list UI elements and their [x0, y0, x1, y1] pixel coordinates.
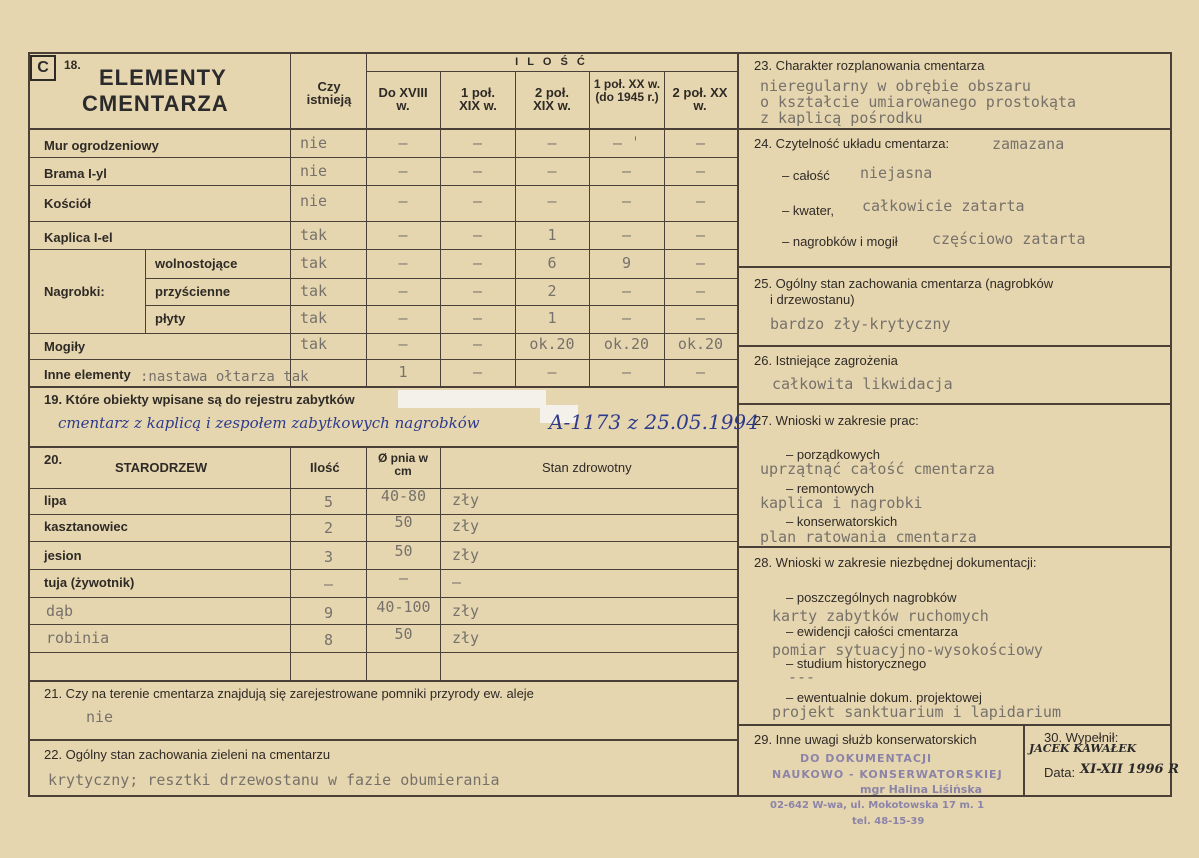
tree-name: tuja (żywotnik) — [44, 575, 135, 590]
tree-name: kasztanowiec — [44, 519, 128, 534]
tree-count: 9 — [323, 604, 334, 622]
section-21-label: 21. Czy na terenie cmentarza znajdują się zarejestrowane pomniki przyrody ew. aleje — [44, 686, 534, 701]
tree-diameter: 40-100 — [376, 598, 431, 616]
element-period-value: – — [621, 363, 632, 381]
element-row-sublabel: płyty — [155, 311, 186, 326]
tree-health: zły — [452, 602, 480, 620]
element-period-value: – — [621, 162, 632, 180]
col-header-5: 2 poł. XX w. — [672, 85, 728, 113]
section-21-value: nie — [86, 708, 114, 726]
element-row-label: Kościół — [44, 196, 91, 211]
element-exists-value: nie — [300, 192, 328, 210]
section-26-value: całkowita likwidacja — [772, 375, 953, 393]
section-19-register: A-1173 z 25.05.1994 — [549, 410, 759, 434]
element-exists-value: nie — [300, 134, 328, 152]
tree-count: 2 — [323, 519, 334, 537]
tree-health: – — [452, 573, 462, 591]
porz-value: uprzątnąć całość cmentarza — [760, 460, 995, 478]
kons-label: – konserwatorskich — [786, 514, 898, 529]
element-period-value: – — [695, 162, 706, 180]
doc-d-label: – ewentualnie dokum. projektowej — [786, 690, 982, 705]
element-period-value: ok.20 — [677, 335, 724, 353]
date-label: Data: — [1044, 765, 1076, 780]
tree-diameter: 50 — [394, 542, 413, 560]
tree-diameter: – — [398, 569, 409, 587]
element-period-value: – — [547, 162, 557, 180]
section-28-label: 28. Wnioski w zakresie niezbędnej dokumentacji: — [754, 555, 1037, 570]
element-period-value: – — [695, 134, 706, 152]
section-25-label-2: i drzewostanu) — [770, 292, 855, 307]
element-period-value: – — [547, 363, 557, 381]
element-period-value: – — [695, 282, 706, 300]
tree-count: – — [323, 575, 334, 593]
element-period-value: – — [472, 162, 483, 180]
element-exists-value: tak — [300, 335, 328, 353]
section-23-line-2: o kształcie umiarowanego prostokąta — [760, 93, 1077, 111]
tree-name: dąb — [46, 602, 74, 620]
element-period-value: – — [398, 192, 408, 210]
calosc-label: – całość — [782, 168, 830, 183]
element-period-value: – — [472, 335, 483, 353]
element-exists-value: tak — [300, 282, 328, 300]
element-period-value: – — [695, 192, 706, 210]
element-period-value: – — [621, 309, 632, 327]
doc-b-value: pomiar sytuacyjno-wysokościowy — [772, 641, 1043, 659]
tree-name: robinia — [46, 629, 110, 647]
section-c-box: C — [30, 55, 56, 81]
element-period-value: – — [547, 192, 557, 210]
stamp-line-2: NAUKOWO - KONSERWATORSKIEJ — [772, 768, 1003, 781]
element-row-label: Kaplica I-el — [44, 230, 113, 245]
element-row-label: Mur ogrodzeniowy — [44, 138, 159, 153]
tree-count: 3 — [323, 548, 334, 566]
element-row-label: Inne elementy — [44, 367, 131, 382]
stamp-line-3: mgr Halina Liśińska — [860, 783, 983, 796]
doc-b-label: – ewidencji całości cmentarza — [786, 624, 958, 639]
element-period-value: – — [398, 335, 408, 353]
section-24-label: 24. Czytelność układu cmentarza: — [754, 136, 950, 151]
element-period-value: 1 — [547, 226, 557, 244]
element-period-value: – — [695, 363, 706, 381]
element-period-value: – — [621, 192, 632, 210]
element-period-value: 6 — [547, 254, 557, 272]
nagrobkow-value: częściowo zatarta — [932, 230, 1086, 248]
element-period-value: – — [621, 226, 632, 244]
section-26-label: 26. Istniejące zagrożenia — [754, 353, 898, 368]
rem-value: kaplica i nagrobki — [760, 494, 923, 512]
element-exists-value: tak — [300, 309, 328, 327]
col-header-exists: Czy istnieją — [306, 79, 352, 107]
section-25-value: bardzo zły-krytyczny — [770, 315, 951, 333]
element-period-value: ok.20 — [603, 335, 650, 353]
element-row-label: Brama I-yl — [44, 166, 107, 181]
section-29-label: 29. Inne uwagi służb konserwatorskich — [754, 732, 977, 747]
col-header-3: 2 poł. XIX w. — [533, 85, 571, 113]
element-period-value: – — [695, 254, 706, 272]
tree-name: jesion — [44, 548, 82, 563]
calosc-value: niejasna — [860, 164, 933, 182]
col-header-2: 1 poł. XIX w. — [459, 85, 497, 113]
nagrobkow-label: – nagrobków i mogił — [782, 234, 898, 249]
section-20-title: STARODRZEW — [115, 460, 208, 475]
section-30-label: 30. Wypełnił: — [1044, 730, 1119, 745]
tree-diameter: 40-80 — [380, 487, 427, 505]
section-19-label: 19. Które obiekty wpisane są do rejestru zabytków — [44, 392, 355, 407]
element-period-value: – — [398, 134, 408, 152]
element-period-value: – — [398, 254, 408, 272]
element-period-value: – — [472, 192, 483, 210]
rem-label: – remontowych — [786, 481, 875, 496]
tree-health: zły — [452, 629, 480, 647]
section-22-value: krytyczny; resztki drzewostanu w fazie obumierania — [48, 771, 500, 789]
stamp-line-1: DO DOKUMENTACJI — [800, 752, 933, 765]
tree-health: zły — [452, 491, 480, 509]
element-period-value: – — [472, 309, 483, 327]
element-period-value: – — [472, 363, 483, 381]
element-period-value: – — [472, 254, 483, 272]
section-20-number: 20. — [44, 452, 63, 467]
date-value: XI-XII 1996 R — [1080, 762, 1179, 777]
element-period-value: – — [472, 134, 483, 152]
porz-label: – porządkowych — [786, 447, 880, 462]
element-period-value: – — [621, 282, 632, 300]
doc-a-value: karty zabytków ruchomych — [772, 607, 989, 625]
tree-name: lipa — [44, 493, 67, 508]
section-24-value: zamazana — [992, 135, 1065, 153]
element-period-value: – — [695, 226, 706, 244]
doc-a-label: – poszczególnych nagrobków — [786, 590, 957, 605]
nagrobki-label: Nagrobki: — [44, 284, 105, 299]
ilosc-header: I L O Ś Ć — [515, 56, 588, 68]
kons-value: plan ratowania cmentarza — [760, 528, 977, 546]
tree-diameter: 50 — [394, 625, 413, 643]
doc-d-value: projekt sanktuarium i lapidarium — [772, 703, 1061, 721]
doc-c-value: --- — [788, 668, 816, 686]
col-header-health: Stan zdrowotny — [542, 460, 632, 475]
element-period-value: 1 — [398, 363, 408, 381]
element-period-value: ok.20 — [529, 335, 575, 353]
section-19-handwritten: cmentarz z kaplicą i zespołem zabytkowych nagrobków — [58, 414, 480, 432]
element-period-value: – — [398, 226, 408, 244]
inne-typed-note: :nastawa ołtarza tak — [140, 369, 309, 385]
element-period-value: – ˈ — [612, 134, 641, 152]
tree-health: zły — [452, 517, 480, 535]
doc-c-label: – studium historycznego — [786, 656, 927, 671]
section-25-label-1: 25. Ogólny stan zachowania cmentarza (nagrobków — [754, 276, 1054, 291]
col-header-diameter: Ø pnia w cm — [377, 451, 428, 478]
element-period-value: 2 — [547, 282, 557, 300]
whiteout-patch — [398, 390, 546, 408]
col-header-count: Ilość — [310, 460, 340, 475]
element-exists-value: nie — [300, 162, 328, 180]
filled-by-name: JACEK KAWAŁEK — [1029, 742, 1137, 755]
col-header-4: 1 poł. XX w. (do 1945 r.) — [593, 77, 661, 104]
section-22-label: 22. Ogólny stan zachowania zieleni na cmentarzu — [44, 747, 331, 762]
section-27-label: 27. Wnioski w zakresie prac: — [754, 413, 919, 428]
element-period-value: – — [398, 309, 408, 327]
tree-diameter: 50 — [394, 513, 413, 531]
stamp-line-4: 02-642 W-wa, ul. Mokotowska 17 m. 1 — [770, 800, 985, 811]
element-row-label: Mogiły — [44, 339, 86, 354]
section-18-number: 18. — [64, 58, 81, 72]
col-header-1: Do XVIII w. — [378, 85, 428, 113]
element-row-sublabel: wolnostojące — [155, 256, 238, 271]
section-23-label: 23. Charakter rozplanowania cmentarza — [754, 58, 985, 73]
kwater-value: całkowicie zatarta — [862, 197, 1025, 215]
section-18-title-1: ELEMENTY — [99, 65, 227, 90]
element-period-value: 1 — [547, 309, 557, 327]
element-exists-value: tak — [300, 254, 328, 272]
element-row-sublabel: przyścienne — [155, 284, 231, 299]
tree-count: 8 — [323, 631, 334, 649]
kwater-label: – kwater, — [782, 203, 835, 218]
section-18-title-2: CMENTARZA — [82, 91, 229, 116]
element-period-value: – — [398, 162, 408, 180]
section-23-line-3: z kaplicą pośrodku — [760, 109, 923, 127]
section-23-line-1: nieregularny w obrębie obszaru — [760, 77, 1031, 95]
tree-count: 5 — [323, 493, 334, 511]
element-exists-value: tak — [300, 226, 328, 244]
element-period-value: – — [398, 282, 408, 300]
element-period-value: 9 — [621, 254, 632, 272]
stamp-line-5: tel. 48-15-39 — [852, 816, 925, 827]
tree-health: zły — [452, 546, 480, 564]
element-period-value: – — [695, 309, 706, 327]
element-period-value: – — [547, 134, 557, 152]
element-period-value: – — [472, 282, 483, 300]
element-period-value: – — [472, 226, 483, 244]
